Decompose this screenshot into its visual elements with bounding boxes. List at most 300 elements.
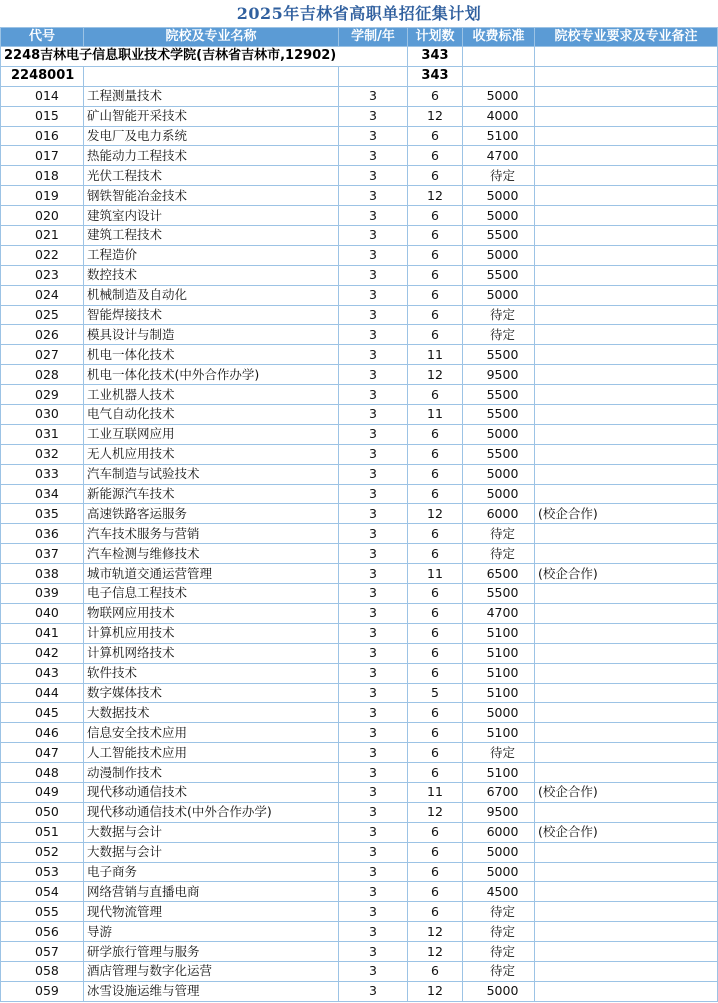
table-row	[1, 484, 718, 504]
major-plan: 6	[408, 961, 463, 981]
major-fee: 待定	[463, 942, 535, 962]
major-plan: 6	[408, 325, 463, 345]
major-name: 机械制造及自动化	[84, 285, 339, 305]
major-note	[535, 623, 718, 643]
major-years: 3	[339, 206, 408, 226]
major-years: 3	[339, 802, 408, 822]
major-years: 3	[339, 862, 408, 882]
major-code: 051	[1, 822, 84, 842]
major-plan: 12	[408, 942, 463, 962]
major-fee: 5000	[463, 206, 535, 226]
major-code: 054	[1, 882, 84, 902]
major-code: 050	[1, 802, 84, 822]
major-years: 3	[339, 345, 408, 365]
school-row	[1, 47, 718, 67]
major-note	[535, 584, 718, 604]
major-code: 045	[1, 703, 84, 723]
major-code: 039	[1, 584, 84, 604]
major-years: 3	[339, 365, 408, 385]
table-row	[1, 922, 718, 942]
major-years: 3	[339, 285, 408, 305]
major-years: 3	[339, 782, 408, 802]
major-years: 3	[339, 603, 408, 623]
major-note	[535, 603, 718, 623]
major-years: 3	[339, 703, 408, 723]
major-plan: 6	[408, 584, 463, 604]
major-note	[535, 484, 718, 504]
table-row	[1, 424, 718, 444]
major-note	[535, 922, 718, 942]
major-code: 052	[1, 842, 84, 862]
table-row	[1, 763, 718, 783]
major-years: 3	[339, 544, 408, 564]
major-fee: 5100	[463, 643, 535, 663]
major-fee: 5500	[463, 265, 535, 285]
major-plan: 6	[408, 524, 463, 544]
major-code: 038	[1, 564, 84, 584]
major-fee: 5500	[463, 444, 535, 464]
major-years: 3	[339, 385, 408, 405]
major-years: 3	[339, 623, 408, 643]
major-note	[535, 524, 718, 544]
major-plan: 6	[408, 623, 463, 643]
major-plan: 6	[408, 902, 463, 922]
major-name: 工业互联网应用	[84, 424, 339, 444]
major-fee: 5000	[463, 464, 535, 484]
major-name: 模具设计与制造	[84, 325, 339, 345]
table-row	[1, 524, 718, 544]
major-code: 046	[1, 723, 84, 743]
major-note	[535, 186, 718, 206]
major-years: 3	[339, 106, 408, 126]
major-note	[535, 126, 718, 146]
major-note	[535, 345, 718, 365]
table-row	[1, 106, 718, 126]
table-row	[1, 882, 718, 902]
major-code: 031	[1, 424, 84, 444]
major-note: (校企合作)	[535, 564, 718, 584]
major-code: 032	[1, 444, 84, 464]
group-name-cell	[84, 66, 339, 86]
major-plan: 12	[408, 504, 463, 524]
major-name: 软件技术	[84, 663, 339, 683]
major-plan: 6	[408, 484, 463, 504]
major-code: 041	[1, 623, 84, 643]
major-name: 人工智能技术应用	[84, 743, 339, 763]
major-fee: 待定	[463, 524, 535, 544]
major-years: 3	[339, 643, 408, 663]
major-fee: 9500	[463, 365, 535, 385]
major-name: 导游	[84, 922, 339, 942]
table-row	[1, 564, 718, 584]
major-name: 电子信息工程技术	[84, 584, 339, 604]
major-name: 计算机网络技术	[84, 643, 339, 663]
major-plan: 5	[408, 683, 463, 703]
major-plan: 6	[408, 265, 463, 285]
table-row	[1, 822, 718, 842]
enrollment-table	[0, 27, 718, 1002]
table-row	[1, 703, 718, 723]
major-plan: 12	[408, 365, 463, 385]
major-note	[535, 703, 718, 723]
major-note	[535, 862, 718, 882]
major-note	[535, 365, 718, 385]
major-name: 大数据与会计	[84, 842, 339, 862]
major-note	[535, 226, 718, 246]
major-code: 034	[1, 484, 84, 504]
major-fee: 5000	[463, 484, 535, 504]
major-plan: 6	[408, 723, 463, 743]
major-fee: 5000	[463, 245, 535, 265]
major-fee: 5500	[463, 345, 535, 365]
major-note	[535, 464, 718, 484]
major-note	[535, 106, 718, 126]
major-name: 无人机应用技术	[84, 444, 339, 464]
major-note	[535, 683, 718, 703]
major-plan: 6	[408, 385, 463, 405]
major-note	[535, 663, 718, 683]
major-plan: 6	[408, 305, 463, 325]
major-years: 3	[339, 86, 408, 106]
major-years: 3	[339, 564, 408, 584]
major-plan: 6	[408, 245, 463, 265]
major-fee: 5000	[463, 285, 535, 305]
major-plan: 6	[408, 424, 463, 444]
major-name: 矿山智能开采技术	[84, 106, 339, 126]
major-name: 汽车检测与维修技术	[84, 544, 339, 564]
major-years: 3	[339, 305, 408, 325]
major-years: 3	[339, 524, 408, 544]
major-code: 055	[1, 902, 84, 922]
major-fee: 5000	[463, 981, 535, 1001]
table-row	[1, 345, 718, 365]
major-name: 钢铁智能冶金技术	[84, 186, 339, 206]
major-name: 网络营销与直播电商	[84, 882, 339, 902]
major-plan: 12	[408, 802, 463, 822]
major-code: 028	[1, 365, 84, 385]
page-title: 2025年吉林省高职单招征集计划	[0, 0, 718, 27]
major-years: 3	[339, 584, 408, 604]
major-name: 冰雪设施运维与管理	[84, 981, 339, 1001]
table-row	[1, 504, 718, 524]
major-name: 信息安全技术应用	[84, 723, 339, 743]
major-fee: 5100	[463, 623, 535, 643]
table-row	[1, 186, 718, 206]
major-fee: 6000	[463, 822, 535, 842]
major-fee: 待定	[463, 922, 535, 942]
table-row	[1, 245, 718, 265]
major-name: 工程造价	[84, 245, 339, 265]
major-plan: 6	[408, 703, 463, 723]
major-years: 3	[339, 922, 408, 942]
major-fee: 4500	[463, 882, 535, 902]
major-years: 3	[339, 146, 408, 166]
major-plan: 6	[408, 882, 463, 902]
col-header-code: 代号	[1, 28, 84, 47]
major-note	[535, 802, 718, 822]
major-name: 光伏工程技术	[84, 166, 339, 186]
major-name: 电子商务	[84, 862, 339, 882]
major-code: 036	[1, 524, 84, 544]
major-plan: 11	[408, 345, 463, 365]
major-plan: 6	[408, 643, 463, 663]
major-note	[535, 981, 718, 1001]
major-note	[535, 146, 718, 166]
major-years: 3	[339, 961, 408, 981]
col-header-plan: 计划数	[408, 28, 463, 47]
major-code: 058	[1, 961, 84, 981]
group-years-cell	[339, 66, 408, 86]
major-years: 3	[339, 325, 408, 345]
group-code: 2248001	[1, 66, 84, 86]
major-note	[535, 385, 718, 405]
table-row	[1, 285, 718, 305]
major-name: 数控技术	[84, 265, 339, 285]
major-years: 3	[339, 981, 408, 1001]
major-name: 酒店管理与数字化运营	[84, 961, 339, 981]
major-fee: 5500	[463, 226, 535, 246]
major-code: 044	[1, 683, 84, 703]
table-row	[1, 265, 718, 285]
major-code: 029	[1, 385, 84, 405]
major-note	[535, 842, 718, 862]
major-code: 048	[1, 763, 84, 783]
table-row	[1, 365, 718, 385]
school-plan: 343	[408, 47, 463, 67]
major-fee: 5100	[463, 126, 535, 146]
major-note	[535, 305, 718, 325]
major-fee: 5100	[463, 663, 535, 683]
table-row	[1, 305, 718, 325]
major-plan: 6	[408, 544, 463, 564]
major-note	[535, 763, 718, 783]
major-code: 047	[1, 743, 84, 763]
major-years: 3	[339, 484, 408, 504]
major-code: 053	[1, 862, 84, 882]
major-note	[535, 86, 718, 106]
major-code: 026	[1, 325, 84, 345]
major-years: 3	[339, 902, 408, 922]
major-years: 3	[339, 882, 408, 902]
major-name: 发电厂及电力系统	[84, 126, 339, 146]
major-years: 3	[339, 504, 408, 524]
major-name: 智能焊接技术	[84, 305, 339, 325]
major-code: 035	[1, 504, 84, 524]
major-name: 机电一体化技术(中外合作办学)	[84, 365, 339, 385]
col-header-years: 学制/年	[339, 28, 408, 47]
major-years: 3	[339, 942, 408, 962]
major-name: 大数据与会计	[84, 822, 339, 842]
major-fee: 5000	[463, 186, 535, 206]
major-name: 物联网应用技术	[84, 603, 339, 623]
major-code: 049	[1, 782, 84, 802]
table-row	[1, 683, 718, 703]
major-plan: 6	[408, 226, 463, 246]
major-years: 3	[339, 226, 408, 246]
major-name: 大数据技术	[84, 703, 339, 723]
table-row	[1, 126, 718, 146]
table-row	[1, 584, 718, 604]
table-row	[1, 942, 718, 962]
major-name: 新能源汽车技术	[84, 484, 339, 504]
major-code: 033	[1, 464, 84, 484]
header-row	[1, 28, 718, 47]
major-note	[535, 743, 718, 763]
major-fee: 5000	[463, 86, 535, 106]
major-note	[535, 166, 718, 186]
major-name: 工程测量技术	[84, 86, 339, 106]
major-fee: 待定	[463, 743, 535, 763]
major-code: 022	[1, 245, 84, 265]
major-note	[535, 723, 718, 743]
school-note-cell	[535, 47, 718, 67]
major-years: 3	[339, 166, 408, 186]
major-code: 043	[1, 663, 84, 683]
major-plan: 12	[408, 981, 463, 1001]
col-header-note: 院校专业要求及专业备注	[535, 28, 718, 47]
table-row	[1, 961, 718, 981]
major-fee: 待定	[463, 544, 535, 564]
major-plan: 6	[408, 86, 463, 106]
major-plan: 6	[408, 743, 463, 763]
major-note	[535, 325, 718, 345]
table-row	[1, 802, 718, 822]
major-fee: 4000	[463, 106, 535, 126]
major-name: 机电一体化技术	[84, 345, 339, 365]
table-row	[1, 226, 718, 246]
major-plan: 11	[408, 782, 463, 802]
major-plan: 6	[408, 285, 463, 305]
major-plan: 12	[408, 922, 463, 942]
major-code: 056	[1, 922, 84, 942]
major-fee: 5000	[463, 842, 535, 862]
table-row	[1, 902, 718, 922]
table-row	[1, 544, 718, 564]
major-fee: 5100	[463, 723, 535, 743]
major-code: 023	[1, 265, 84, 285]
school-fee-cell	[463, 47, 535, 67]
major-code: 030	[1, 405, 84, 425]
major-name: 建筑工程技术	[84, 226, 339, 246]
major-plan: 11	[408, 405, 463, 425]
table-row	[1, 206, 718, 226]
major-note	[535, 942, 718, 962]
major-name: 计算机应用技术	[84, 623, 339, 643]
major-fee: 9500	[463, 802, 535, 822]
major-code: 014	[1, 86, 84, 106]
major-note	[535, 902, 718, 922]
major-name: 研学旅行管理与服务	[84, 942, 339, 962]
table-row	[1, 405, 718, 425]
major-name: 工业机器人技术	[84, 385, 339, 405]
major-plan: 6	[408, 822, 463, 842]
major-note	[535, 882, 718, 902]
major-plan: 6	[408, 464, 463, 484]
table-row	[1, 643, 718, 663]
major-fee: 5000	[463, 424, 535, 444]
major-name: 现代移动通信技术	[84, 782, 339, 802]
major-plan: 6	[408, 862, 463, 882]
major-years: 3	[339, 265, 408, 285]
major-note	[535, 961, 718, 981]
major-code: 015	[1, 106, 84, 126]
major-years: 3	[339, 464, 408, 484]
table-row	[1, 842, 718, 862]
col-header-fee: 收费标准	[463, 28, 535, 47]
table-row	[1, 86, 718, 106]
major-code: 021	[1, 226, 84, 246]
major-note	[535, 643, 718, 663]
major-plan: 11	[408, 564, 463, 584]
major-fee: 5000	[463, 862, 535, 882]
major-years: 3	[339, 186, 408, 206]
major-name: 现代移动通信技术(中外合作办学)	[84, 802, 339, 822]
major-name: 高速铁路客运服务	[84, 504, 339, 524]
major-code: 017	[1, 146, 84, 166]
major-note: (校企合作)	[535, 504, 718, 524]
major-plan: 6	[408, 763, 463, 783]
major-years: 3	[339, 663, 408, 683]
major-fee: 4700	[463, 146, 535, 166]
table-row	[1, 981, 718, 1001]
major-note	[535, 206, 718, 226]
major-years: 3	[339, 683, 408, 703]
table-row	[1, 862, 718, 882]
major-plan: 12	[408, 186, 463, 206]
major-code: 027	[1, 345, 84, 365]
major-fee: 5500	[463, 385, 535, 405]
major-years: 3	[339, 126, 408, 146]
table-row	[1, 464, 718, 484]
major-note	[535, 405, 718, 425]
major-fee: 5500	[463, 405, 535, 425]
major-code: 019	[1, 186, 84, 206]
table-row	[1, 663, 718, 683]
table-row	[1, 325, 718, 345]
major-note	[535, 424, 718, 444]
major-code: 018	[1, 166, 84, 186]
major-years: 3	[339, 444, 408, 464]
major-plan: 6	[408, 663, 463, 683]
major-fee: 5000	[463, 703, 535, 723]
group-plan: 343	[408, 66, 463, 86]
major-code: 016	[1, 126, 84, 146]
table-row	[1, 782, 718, 802]
major-name: 热能动力工程技术	[84, 146, 339, 166]
table-row	[1, 146, 718, 166]
major-plan: 6	[408, 146, 463, 166]
major-fee: 待定	[463, 305, 535, 325]
major-fee: 5100	[463, 763, 535, 783]
major-plan: 12	[408, 106, 463, 126]
major-name: 数字媒体技术	[84, 683, 339, 703]
table-row	[1, 743, 718, 763]
major-years: 3	[339, 763, 408, 783]
table-row	[1, 623, 718, 643]
major-fee: 4700	[463, 603, 535, 623]
major-plan: 6	[408, 603, 463, 623]
table-row	[1, 723, 718, 743]
major-code: 037	[1, 544, 84, 564]
major-years: 3	[339, 743, 408, 763]
major-name: 建筑室内设计	[84, 206, 339, 226]
major-name: 汽车技术服务与营销	[84, 524, 339, 544]
major-plan: 6	[408, 206, 463, 226]
major-fee: 6000	[463, 504, 535, 524]
major-plan: 6	[408, 166, 463, 186]
major-fee: 5500	[463, 584, 535, 604]
major-code: 020	[1, 206, 84, 226]
